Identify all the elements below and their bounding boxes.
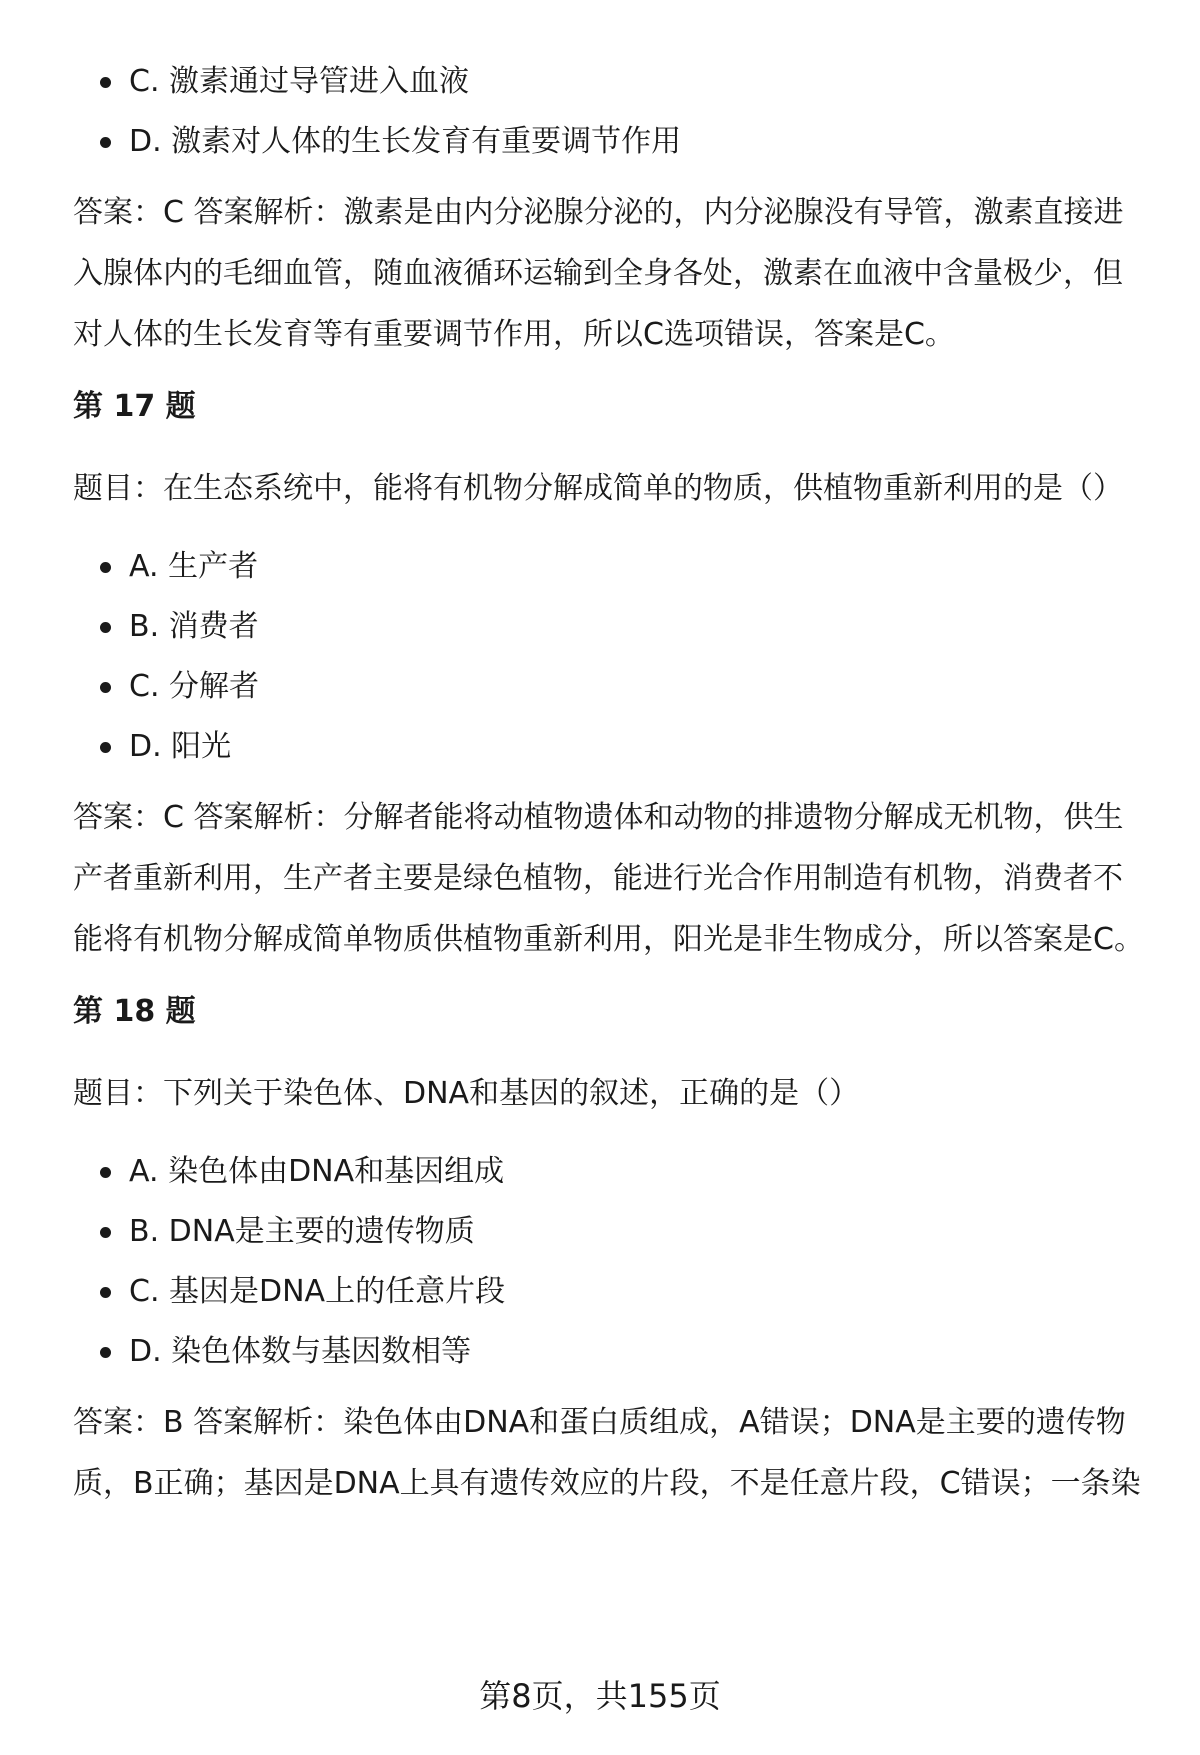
q18-option-c: C. 基因是DNA上的任意片段 [73, 1272, 1148, 1312]
q16-options [73, 62, 1148, 162]
q16-option-d: D. 激素对人体的生长发育有重要调节作用 [73, 122, 1148, 162]
q18-option-b: B. DNA是主要的遗传物质 [73, 1212, 1148, 1252]
q18-option-d: D. 染色体数与基因数相等 [73, 1332, 1148, 1372]
q18-options [73, 1152, 1148, 1372]
q17-option-a: A. 生产者 [73, 547, 1148, 587]
q17-options [73, 547, 1148, 767]
q17-option-d: D. 阳光 [73, 727, 1148, 767]
q17-title: 第 17 题 [73, 389, 196, 424]
q17-answer: 答案：C 答案解析：分解者能将动植物遗体和动物的排遗物分解成无机物，供生产者重新利用，生产者主要是绿色植物，能进行光合作用制造有机物，消费者不能将有机物分解成简单物质供植物重新利用，阳光是非生物成分，所以答案是C。 [73, 800, 1144, 957]
q18-answer: 答案：B 答案解析：染色体由DNA和蛋白质组成，A错误；DNA是主要的遗传物质，B正确；基因是DNA上具有遗传效应的片段，不是任意片段，C错误；一条染 [73, 1405, 1141, 1501]
document-page [73, 62, 1148, 1514]
q18-option-a: A. 染色体由DNA和基因组成 [73, 1152, 1148, 1192]
q18-title: 第 18 题 [73, 994, 196, 1029]
q16-option-c: C. 激素通过导管进入血液 [73, 62, 1148, 102]
q17-option-b: B. 消费者 [73, 607, 1148, 647]
q18-stem: 题目：下列关于染色体、DNA和基因的叙述，正确的是（） [73, 1076, 860, 1111]
page-number: 第8页，共155页 [479, 1677, 721, 1715]
q17-option-c: C. 分解者 [73, 667, 1148, 707]
q17-stem: 题目：在生态系统中，能将有机物分解成简单的物质，供植物重新利用的是（） [73, 471, 1123, 506]
q16-answer: 答案：C 答案解析：激素是由内分泌腺分泌的，内分泌腺没有导管，激素直接进入腺体内的毛细血管，随血液循环运输到全身各处，激素在血液中含量极少，但对人体的生长发育等有重要调节作用，所以C选项错误，答案是C。 [73, 195, 1124, 352]
